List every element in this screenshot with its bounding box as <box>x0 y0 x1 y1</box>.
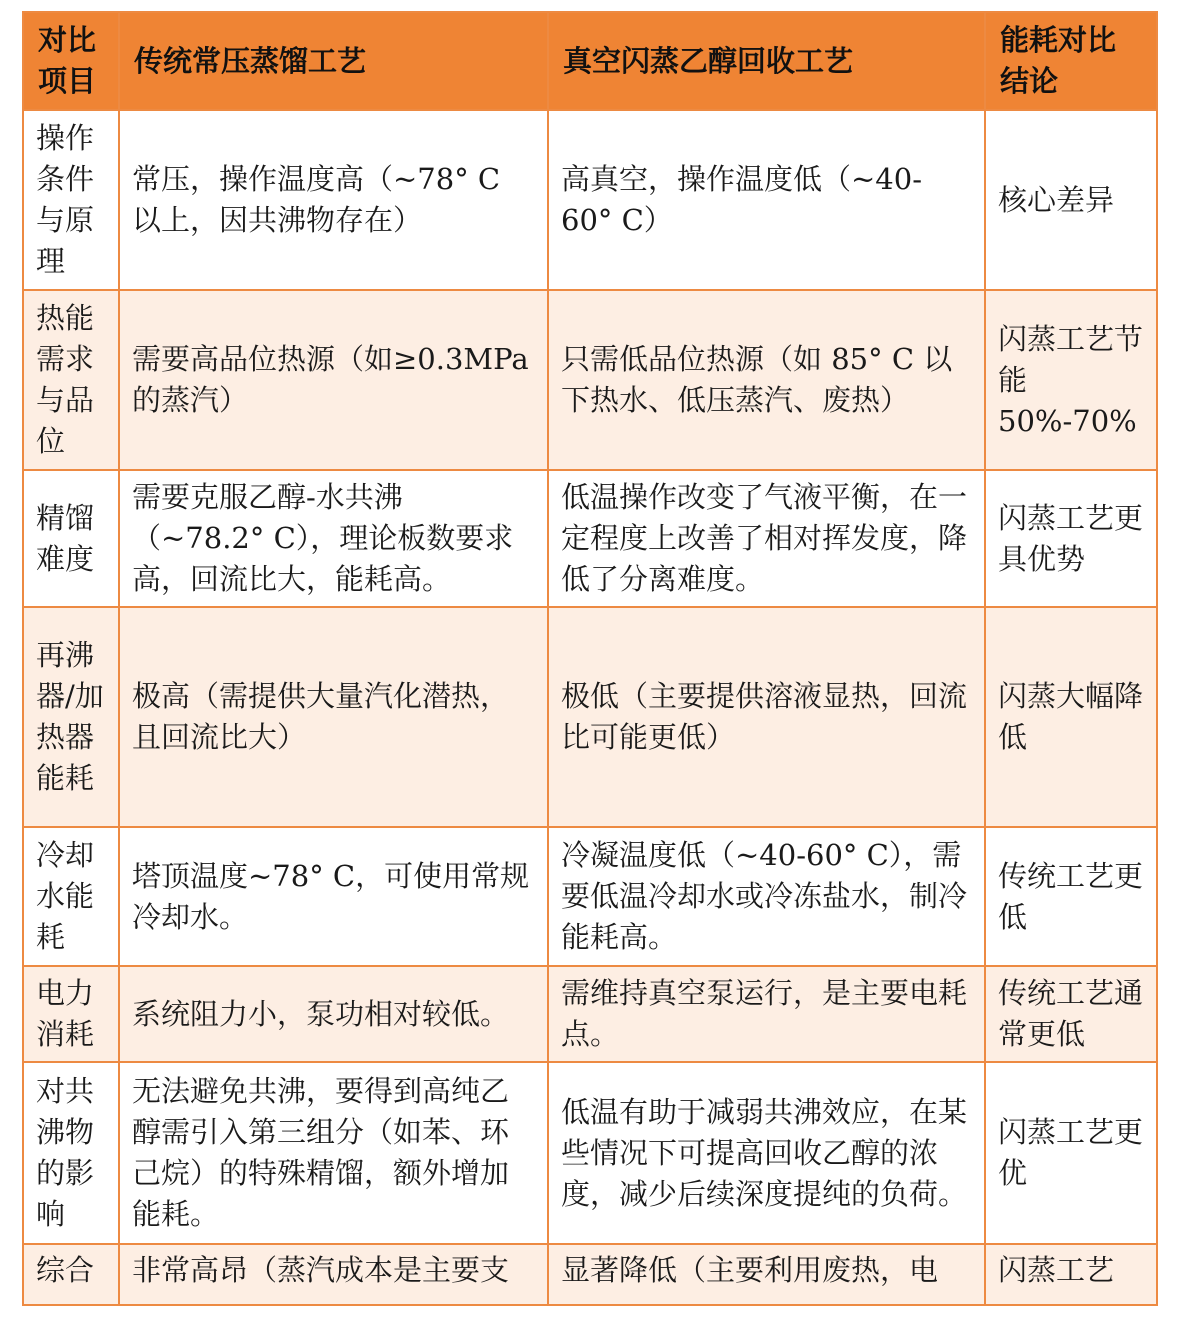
comparison-table-container <box>22 11 1156 1306</box>
table-row <box>23 110 1157 290</box>
row-traditional-cell: 极高（需提供大量汽化潜热，且回流比大） <box>119 607 548 827</box>
table-row <box>23 290 1157 470</box>
row-item-cell: 对共沸物的影响 <box>23 1062 119 1244</box>
table-row <box>23 1244 1157 1305</box>
row-flash-cell: 只需低品位热源（如 85° C 以下热水、低压蒸汽、废热） <box>548 290 985 470</box>
header-conclusion: 能耗对比结论 <box>985 12 1157 110</box>
row-traditional-cell: 需要克服乙醇-水共沸（~78.2° C），理论板数要求高，回流比大，能耗高。 <box>119 470 548 607</box>
header-item: 对比项目 <box>23 12 119 110</box>
header-traditional: 传统常压蒸馏工艺 <box>119 12 548 110</box>
row-traditional-cell: 需要高品位热源（如≥0.3MPa 的蒸汽） <box>119 290 548 470</box>
row-flash-cell: 极低（主要提供溶液显热，回流比可能更低） <box>548 607 985 827</box>
table-row <box>23 1062 1157 1244</box>
row-item-cell: 综合 <box>23 1244 119 1305</box>
table-row <box>23 966 1157 1062</box>
row-traditional-cell: 非常高昂（蒸汽成本是主要支 <box>119 1244 548 1305</box>
row-conclusion-cell: 闪蒸工艺更具优势 <box>985 470 1157 607</box>
row-conclusion-cell: 闪蒸工艺 <box>985 1244 1157 1305</box>
table-header-row <box>23 12 1157 110</box>
row-item-cell: 精馏难度 <box>23 470 119 607</box>
row-item-cell: 冷却水能耗 <box>23 827 119 966</box>
row-traditional-cell: 常压，操作温度高（~78° C 以上，因共沸物存在） <box>119 110 548 290</box>
row-conclusion-cell: 核心差异 <box>985 110 1157 290</box>
row-item-cell: 热能需求与品位 <box>23 290 119 470</box>
row-flash-cell: 低温操作改变了气液平衡，在一定程度上改善了相对挥发度，降低了分离难度。 <box>548 470 985 607</box>
row-flash-cell: 低温有助于减弱共沸效应，在某些情况下可提高回收乙醇的浓度，减少后续深度提纯的负荷。 <box>548 1062 985 1244</box>
row-traditional-cell: 塔顶温度~78° C，可使用常规冷却水。 <box>119 827 548 966</box>
row-item-cell: 电力消耗 <box>23 966 119 1062</box>
row-flash-cell: 显著降低（主要利用废热，电 <box>548 1244 985 1305</box>
row-conclusion-cell: 传统工艺通常更低 <box>985 966 1157 1062</box>
row-flash-cell: 需维持真空泵运行，是主要电耗点。 <box>548 966 985 1062</box>
table-row <box>23 827 1157 966</box>
row-item-cell: 再沸器/加热器能耗 <box>23 607 119 827</box>
row-conclusion-cell: 传统工艺更低 <box>985 827 1157 966</box>
row-item-cell: 操作条件与原理 <box>23 110 119 290</box>
row-flash-cell: 高真空，操作温度低（~40-60° C） <box>548 110 985 290</box>
table-row <box>23 607 1157 827</box>
row-traditional-cell: 无法避免共沸，要得到高纯乙醇需引入第三组分（如苯、环己烷）的特殊精馏，额外增加能耗。 <box>119 1062 548 1244</box>
table-row <box>23 470 1157 607</box>
energy-comparison-table <box>22 11 1158 1306</box>
row-conclusion-cell: 闪蒸大幅降低 <box>985 607 1157 827</box>
row-conclusion-cell: 闪蒸工艺节能 50%-70% <box>985 290 1157 470</box>
row-flash-cell: 冷凝温度低（~40-60° C），需要低温冷却水或冷冻盐水，制冷能耗高。 <box>548 827 985 966</box>
row-conclusion-cell: 闪蒸工艺更优 <box>985 1062 1157 1244</box>
header-flash: 真空闪蒸乙醇回收工艺 <box>548 12 985 110</box>
row-traditional-cell: 系统阻力小，泵功相对较低。 <box>119 966 548 1062</box>
